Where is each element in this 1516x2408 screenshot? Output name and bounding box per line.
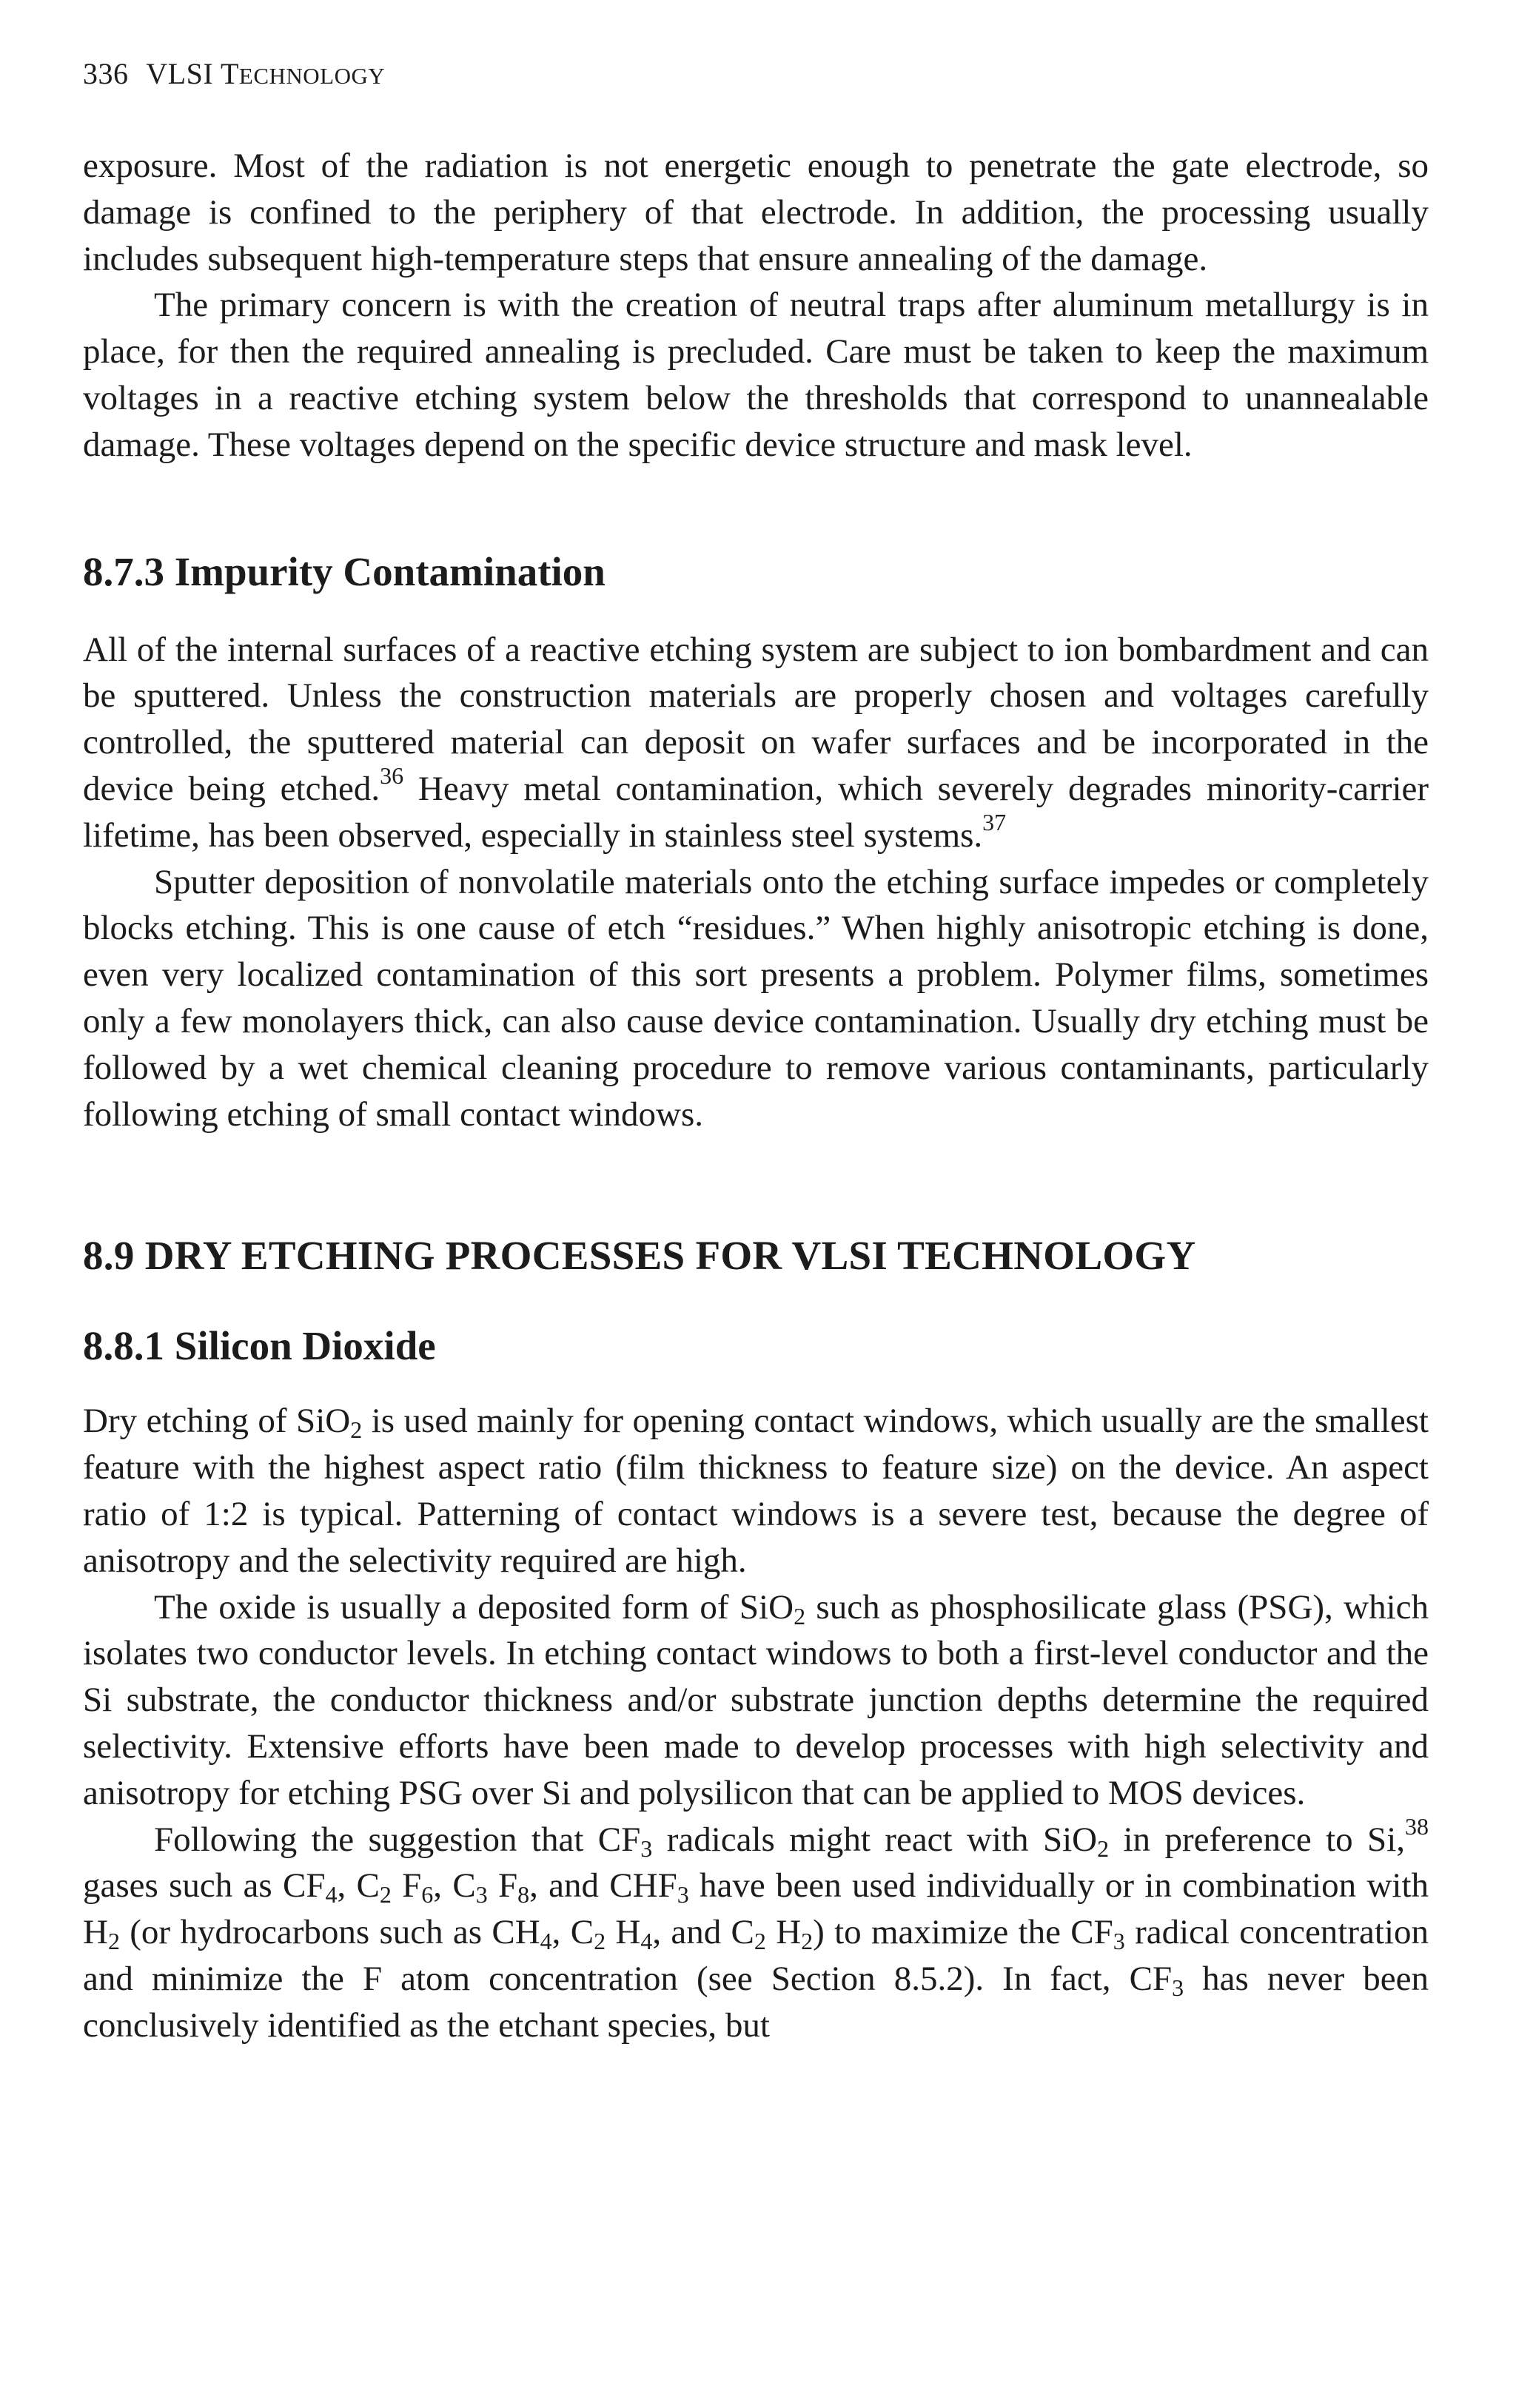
footnote-ref-38: 38: [1405, 1812, 1429, 1840]
footnote-ref-36: 36: [380, 761, 404, 789]
running-head: [83, 52, 1429, 98]
section-heading-8-7-3: 8.7.3 Impurity Contamination: [83, 548, 606, 594]
running-title: VLSI TECHNOLOGY: [146, 57, 386, 90]
paragraph-oxide-psg: The oxide is usually a deposited form of SiO$_2$ such as phosphosilicate glass (PSG), which isolates two conductor levels. In etching contact windows to both a first-level conductor and the Si substrate, the conductor thickness and/or substrate junction depths determine the required selectivity. Extensive efforts have been made to develop processes with high selectivity and anisotropy for etching PSG over Si and polysilicon that can be applied to MOS devices.: [83, 1587, 1429, 1812]
section-heading-8-9: 8.9 DRY ETCHING PROCESSES FOR VLSI TECHNOLOGY: [83, 1233, 1196, 1279]
paragraph-cf3-radicals: Following the suggestion that $CF_3$ radicals might react with SiO$_2$ in preference to Si,$^{38}$ gases such as $CF_4$, $C_2$ $F_6$, $C_3$ $F_8$, and $CHF_3$ have been used individually or in combination with $H_2$ (or hydrocarbons such as $CH_4$, $C_2$ $H_4$, and $C_2$ $H_2$) to maximize the $CF_3$ radical concentration and minimize the F atom concentration (see Section 8.5.2). In fact, $CF_3$ has never been conclusively identified as the etchant species, but: [83, 1812, 1429, 2045]
paragraph-dry-etching-sio2: Dry etching of SiO$_2$ is used mainly for opening contact windows, which usually are the smallest feature with the highest aspect ratio (film thickness to feature size) on the device. An aspect ratio of 1:2 is typical. Patterning of contact windows is a severe test, because the degree of anisotropy and the selectivity required are high.: [83, 1402, 1429, 1580]
paragraph-exposure: exposure. Most of the radiation is not energetic enough to penetrate the gate electrode, so damage is confined to the periphery of that electrode. In addition, the processing usually includes subsequent high-temperature steps that ensure annealing of the damage.: [83, 147, 1429, 278]
document-page: [83, 52, 1429, 2049]
paragraph-neutral-traps: The primary concern is with the creation of neutral traps after aluminum metallurgy is in place, for then the required annealing is precluded. Care must be taken to keep the maximum voltages in a reactive etching system below the thresholds that correspond to unannealable damage. These voltages depend on the specific device structure and mask level.: [83, 286, 1429, 464]
paragraph-internal-surfaces: All of the internal surfaces of a reactive etching system are subject to ion bombardment and can be sputtered. Unless the construction materials are properly chosen and voltages carefully controlled, the sputtered material can deposit on wafer surfaces and be incorporated in the device being etched.$^{36}$ Heavy metal contamination, which severely degrades minority-carrier lifetime, has been observed, especially in stainless steel systems.$^{37}$: [83, 630, 1429, 855]
section-heading-8-8-1: 8.8.1 Silicon Dioxide: [83, 1323, 436, 1369]
footnote-ref-37: 37: [982, 808, 1007, 835]
page-number: 336: [83, 57, 129, 90]
paragraph-sputter-deposition: Sputter deposition of nonvolatile materials onto the etching surface impedes or completely blocks etching. This is one cause of etch “residues.” When highly anisotropic etching is done, even very localized contamination of this sort presents a problem. Polymer films, sometimes only a few monolayers thick, can also cause device contamination. Usually dry etching must be followed by a wet chemical cleaning procedure to remove various contaminants, particularly following etching of small contact windows.: [83, 862, 1429, 1134]
